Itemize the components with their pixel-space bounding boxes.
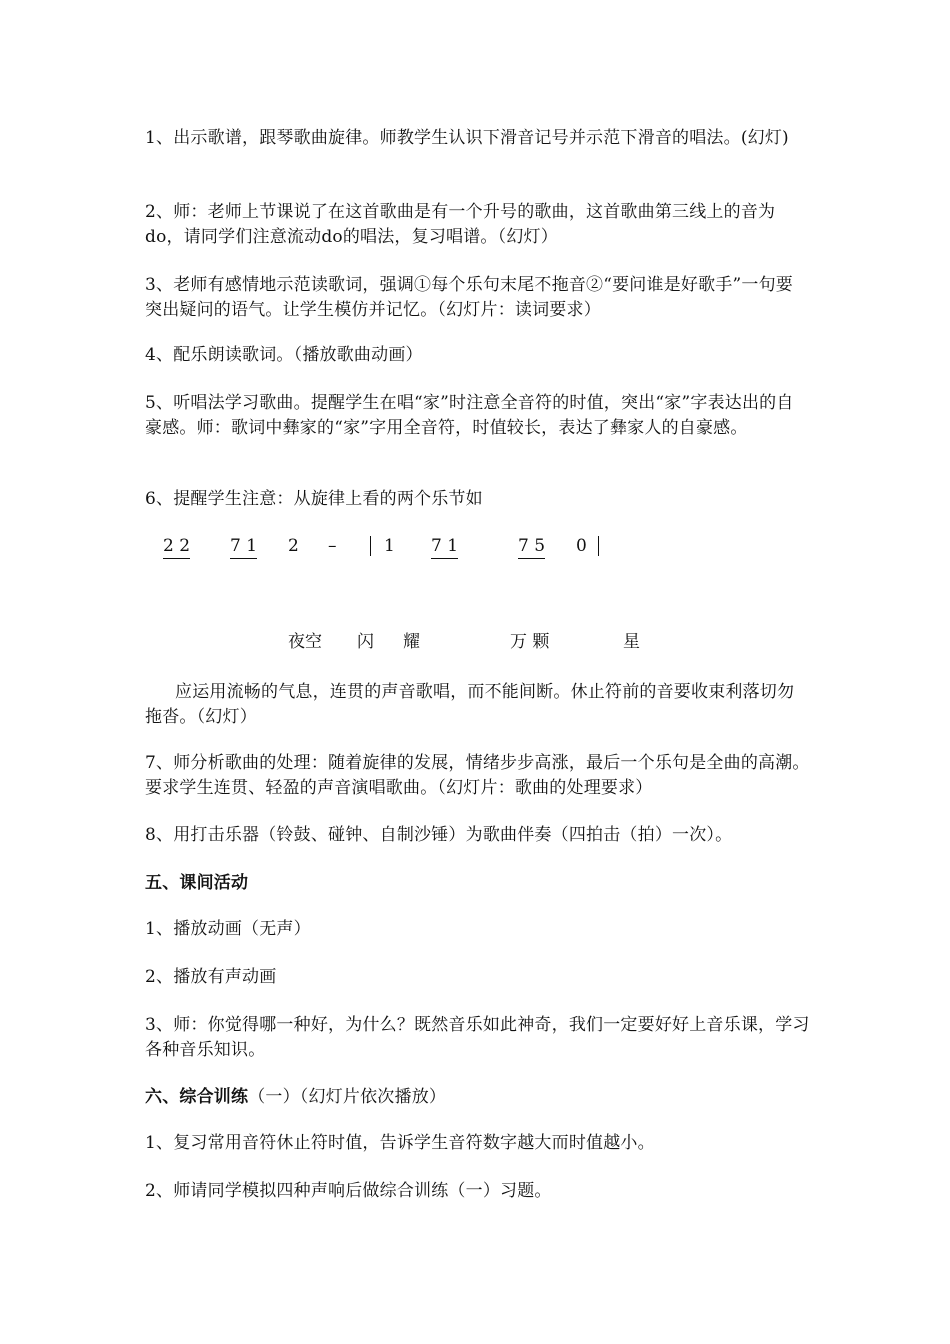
step-5-paragraph: 5、听唱法学习歌曲。提醒学生在唱“家”时注意全音符的时值，突出“家”字表达出的自豪感。师：歌词中彝家的“家”字用全音符，时值较长，表达了彝家人的自豪感。 — [145, 393, 794, 438]
step-3-paragraph: 3、老师有感情地示范读歌词，强调①每个乐句末尾不拖音②“要问谁是好歌手”一句要突出疑问的语气。让学生模仿并记忆。（幻灯片：读词要求） — [145, 275, 793, 320]
step-1-paragraph: 1、出示歌谱，跟琴歌曲旋律。师教学生认识下滑音记号并示范下滑音的唱法。(幻灯) — [145, 128, 789, 148]
step-7-paragraph: 7、师分析歌曲的处理：随着旋律的发展，情绪步步高涨，最后一个乐句是全曲的高潮。要求学生连贯、轻盈的声音演唱歌曲。（幻灯片：歌曲的处理要求） — [145, 753, 810, 798]
step-4-paragraph: 4、配乐朗读歌词。（播放歌曲动画） — [145, 345, 423, 365]
bar-line — [370, 536, 371, 556]
step-2-paragraph: 2、师：老师上节课说了在这首歌曲是有一个升号的歌曲，这首歌曲第三线上的音为do，请同学们注意流动do的唱法，复习唱谱。（幻灯） — [145, 202, 776, 247]
step-8-paragraph: 8、用打击乐器（铃鼓、碰钟、自制沙锤）为歌曲伴奏（四拍击（拍）一次）。 — [145, 825, 733, 845]
note-dash: – — [328, 536, 337, 556]
lyric-word: 星 — [623, 632, 640, 652]
note-rest: 0 — [576, 536, 587, 556]
note: 2 — [288, 536, 299, 556]
lyric-word: 闪 — [357, 632, 374, 652]
section-6-heading — [145, 1085, 810, 1110]
legato-note-paragraph: 应运用流畅的气息，连贯的声音歌唱，而不能间断。休止符前的音要收束利落切勿拖沓。（幻灯） — [145, 682, 795, 727]
lyric-word: 万 颗 — [510, 632, 550, 652]
lyric-word: 耀 — [403, 632, 420, 652]
note-pair: 2 2 — [163, 535, 190, 559]
activity-2-paragraph: 2、播放有声动画 — [145, 967, 277, 987]
section-6-title: 六、综合训练 — [145, 1087, 249, 1107]
training-1-paragraph: 1、复习常用音符休止符时值，告诉学生音符数字越大而时值越小。 — [145, 1133, 655, 1153]
note: 1 — [384, 536, 395, 556]
section-6-subtitle: （一）（幻灯片依次播放） — [248, 1087, 447, 1107]
step-6-paragraph: 6、提醒学生注意：从旋律上看的两个乐节如 — [145, 489, 483, 509]
bar-line — [598, 536, 599, 556]
training-2-paragraph: 2、师请同学模拟四种声响后做综合训练（一）习题。 — [145, 1181, 552, 1201]
section-5-heading: 五、课间活动 — [145, 873, 249, 893]
note-pair: 7 5 — [518, 535, 545, 559]
activity-1-paragraph: 1、播放动画（无声） — [145, 919, 311, 939]
note-pair: 7 1 — [230, 535, 257, 559]
activity-3-paragraph: 3、师：你觉得哪一种好，为什么？既然音乐如此神奇，我们一定要好好上音乐课，学习各种音乐知识。 — [145, 1015, 810, 1060]
note-pair: 7 1 — [431, 535, 458, 559]
lyric-word: 夜空 — [288, 632, 322, 652]
